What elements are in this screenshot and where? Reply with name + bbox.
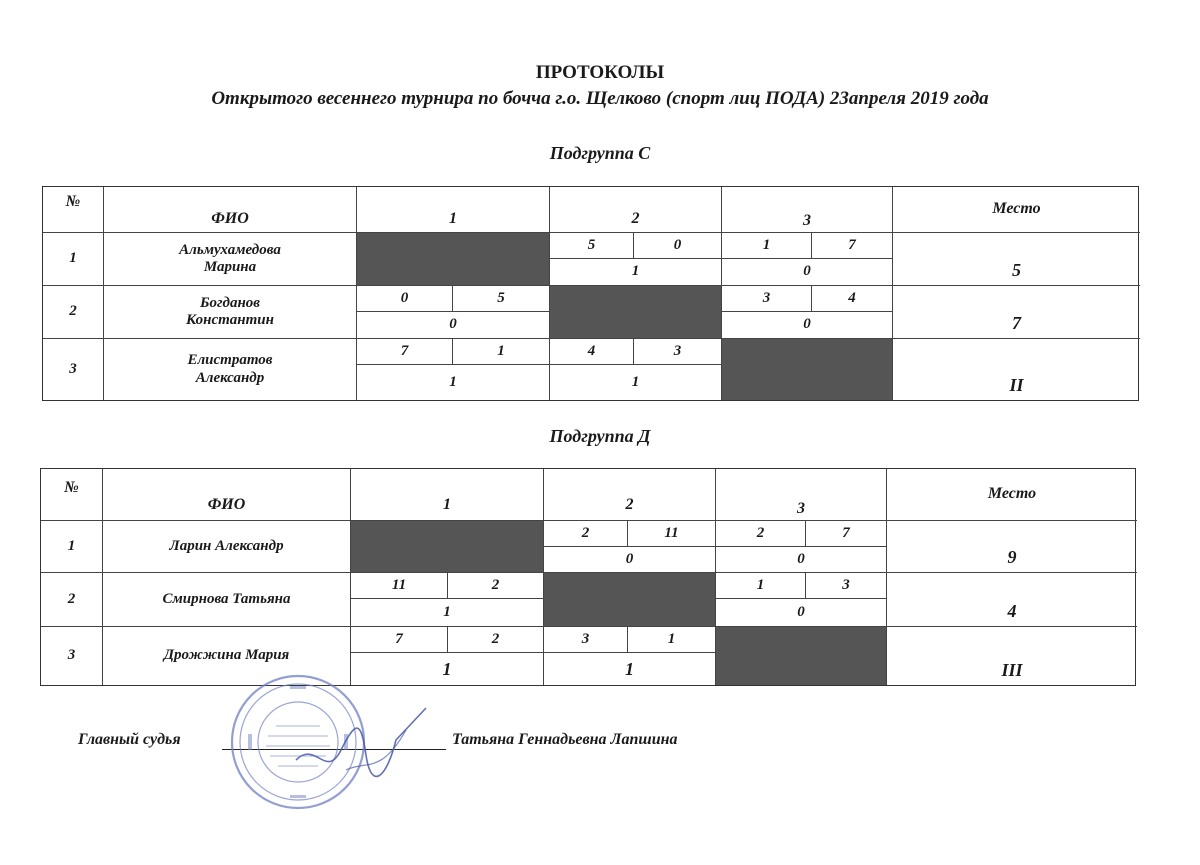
col-header-place: Место (893, 187, 1140, 233)
win-cell: 0 (722, 259, 893, 286)
score-cell: 2 (448, 573, 544, 599)
win-cell: 0 (544, 547, 716, 573)
win-cell: 0 (357, 312, 550, 339)
player-name: Елистратов Александр (104, 339, 357, 400)
score-cell: 5 (550, 233, 634, 259)
group-c-title: Подгруппа С (549, 143, 651, 163)
row-num: 1 (41, 521, 103, 573)
player-name: Богданов Константин (104, 286, 357, 339)
signature (286, 700, 446, 790)
col-header-2: 2 (550, 187, 722, 233)
group-c-table (42, 186, 1139, 401)
score-cell: 11 (351, 573, 448, 599)
score-cell: 3 (806, 573, 887, 599)
win-cell: 1 (357, 365, 550, 400)
score-cell: 0 (357, 286, 453, 312)
group-d-table (40, 468, 1136, 686)
self-match-cell (716, 627, 887, 685)
col-header-1: 1 (351, 469, 544, 521)
win-cell: 1 (550, 365, 722, 400)
group-d-title: Подгруппа Д (549, 426, 651, 446)
score-cell: 7 (351, 627, 448, 653)
score-cell: 3 (544, 627, 628, 653)
place-cell: 4 (887, 573, 1137, 627)
col-header-name: ФИО (104, 187, 357, 233)
win-cell: 0 (716, 599, 887, 627)
page-title: ПРОТОКОЛЫ (535, 62, 665, 83)
col-header-1: 1 (357, 187, 550, 233)
place-cell: 7 (893, 286, 1140, 339)
score-cell: 2 (448, 627, 544, 653)
col-header-3: 3 (722, 187, 893, 233)
col-header-place: Место (887, 469, 1137, 521)
judge-label: Главный судья (78, 731, 181, 748)
win-cell: 1 (544, 653, 716, 685)
self-match-cell (550, 286, 722, 339)
score-cell: 5 (453, 286, 550, 312)
place-cell: 5 (893, 233, 1140, 286)
self-match-cell (357, 233, 550, 286)
judge-name: Татьяна Геннадьевна Лапшина (452, 731, 678, 748)
win-cell: 1 (351, 599, 544, 627)
place-cell: 9 (887, 521, 1137, 573)
score-cell: 3 (634, 339, 722, 365)
col-header-num: № (41, 469, 103, 521)
win-cell: 0 (722, 312, 893, 339)
score-cell: 7 (812, 233, 893, 259)
score-cell: 1 (722, 233, 812, 259)
self-match-cell (544, 573, 716, 627)
player-name: Смирнова Татьяна (103, 573, 351, 627)
self-match-cell (722, 339, 893, 400)
win-cell: 0 (716, 547, 887, 573)
score-cell: 4 (550, 339, 634, 365)
score-cell: 7 (806, 521, 887, 547)
player-name: Альмухамедова Марина (104, 233, 357, 286)
score-cell: 1 (453, 339, 550, 365)
score-cell: 0 (634, 233, 722, 259)
player-name: Ларин Александр (103, 521, 351, 573)
score-cell: 4 (812, 286, 893, 312)
row-num: 2 (41, 573, 103, 627)
row-num: 1 (43, 233, 104, 286)
score-cell: 1 (628, 627, 716, 653)
score-cell: 2 (716, 521, 806, 547)
col-header-3: 3 (716, 469, 887, 521)
score-cell: 3 (722, 286, 812, 312)
place-cell: II (1009, 375, 1024, 396)
row-num: 2 (43, 286, 104, 339)
row-num: 3 (43, 339, 104, 400)
col-header-num: № (43, 187, 104, 233)
score-cell: 2 (544, 521, 628, 547)
win-cell: 1 (351, 653, 544, 685)
win-cell: 1 (550, 259, 722, 286)
col-header-2: 2 (544, 469, 716, 521)
page-subtitle: Открытого весеннего турнира по бочча г.о. Щелково (спорт лиц ПОДА) 23апреля 2019 года (211, 88, 989, 109)
score-cell: 7 (357, 339, 453, 365)
self-match-cell (351, 521, 544, 573)
score-cell: 11 (628, 521, 716, 547)
col-header-name: ФИО (103, 469, 351, 521)
place-cell: III (1001, 660, 1023, 681)
player-name: Дрожжина Мария (103, 627, 351, 685)
score-cell: 1 (716, 573, 806, 599)
row-num: 3 (41, 627, 103, 685)
